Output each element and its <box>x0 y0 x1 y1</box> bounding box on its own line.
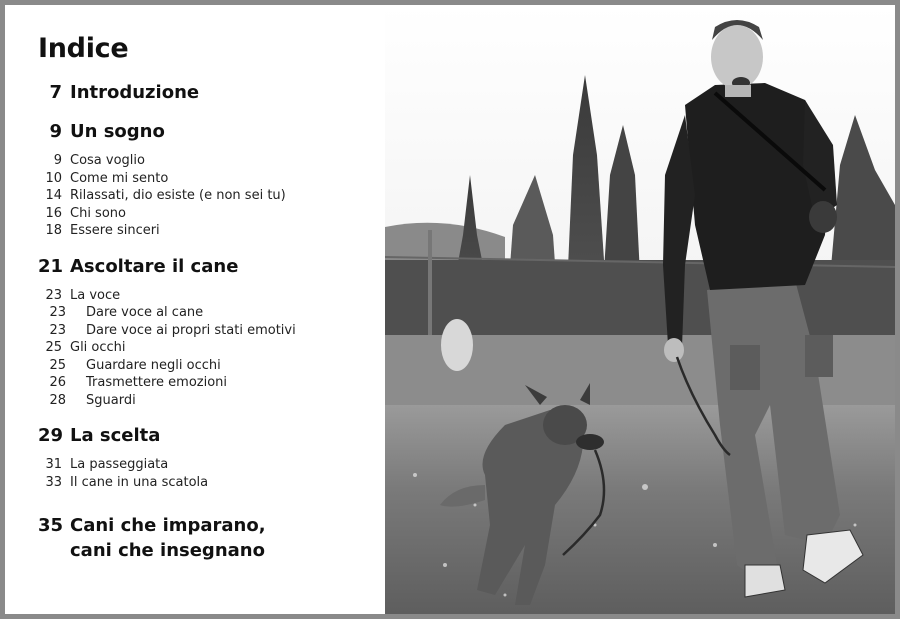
section-page-number: 25 <box>49 357 66 373</box>
subsection-entry[interactable] <box>38 304 383 322</box>
table-of-contents <box>38 35 383 563</box>
section-page-number: 26 <box>49 375 66 390</box>
photo-illustration <box>385 5 895 614</box>
section-title: Chi sono <box>70 205 126 221</box>
chapter-entry[interactable] <box>38 80 383 105</box>
section-title: Il cane in una scatola <box>70 474 209 490</box>
section-title: Sguardi <box>86 392 136 408</box>
chapter-page-number: 9 <box>49 121 62 142</box>
chapter-entry[interactable] <box>38 254 383 279</box>
section-page-number: 16 <box>45 205 62 221</box>
subsection-entry[interactable] <box>38 374 383 392</box>
chapter-page-number: 7 <box>49 82 62 103</box>
section-title: La voce <box>70 287 121 303</box>
section-page-number: 23 <box>49 322 66 338</box>
section-title: Rilassati, dio esiste (e non sei tu) <box>70 188 286 203</box>
section-page-number: 9 <box>53 153 62 168</box>
section-entry[interactable] <box>38 474 383 492</box>
section-page-number: 33 <box>45 474 62 490</box>
section-entry[interactable] <box>38 287 383 305</box>
section-page-number: 23 <box>45 287 62 303</box>
chapter-title <box>70 513 266 563</box>
section-list <box>38 152 383 240</box>
chapter-page-number: 21 <box>38 255 64 277</box>
section-page-number: 10 <box>45 170 62 186</box>
section-page-number: 28 <box>49 392 66 408</box>
section-title: Essere sinceri <box>70 223 160 238</box>
chapter-title: Introduzione <box>70 82 200 103</box>
book-page <box>5 5 895 614</box>
section-page-number: 18 <box>45 223 62 238</box>
section-page-number: 31 <box>45 457 62 472</box>
section-entry[interactable] <box>38 205 383 223</box>
section-entry[interactable] <box>38 339 383 357</box>
section-title: Come mi sento <box>70 170 169 186</box>
chapter-entry[interactable] <box>38 119 383 144</box>
chapter-page-number: 29 <box>38 425 64 446</box>
section-list <box>38 287 383 410</box>
section-title: Gli occhi <box>70 340 126 355</box>
section-list <box>38 456 383 491</box>
chapter-title: La scelta <box>70 425 161 446</box>
section-title: Dare voce ai propri stati emotivi <box>86 322 296 338</box>
section-entry[interactable] <box>38 170 383 188</box>
subsection-entry[interactable] <box>38 322 383 340</box>
section-entry[interactable] <box>38 187 383 205</box>
subsection-entry[interactable] <box>38 357 383 375</box>
section-title: Dare voce al cane <box>86 305 204 320</box>
section-title: Guardare negli occhi <box>86 357 221 373</box>
subsection-entry[interactable] <box>38 392 383 410</box>
chapter-title-line: Cani che imparano, <box>70 515 266 536</box>
chapter-title: Un sogno <box>70 121 165 142</box>
chapter-entry[interactable] <box>38 513 383 563</box>
section-page-number: 14 <box>45 188 62 203</box>
section-title: Trasmettere emozioni <box>86 375 228 390</box>
page-title: Indice <box>38 33 129 64</box>
chapter-title: Ascoltare il cane <box>70 255 239 277</box>
section-page-number: 25 <box>45 340 62 355</box>
section-title: La passeggiata <box>70 457 169 472</box>
section-entry[interactable] <box>38 152 383 170</box>
section-entry[interactable] <box>38 456 383 474</box>
chapter-photo <box>385 5 895 614</box>
chapter-page-number: 35 <box>38 515 64 536</box>
chapter-title-line: cani che insegnano <box>70 540 265 561</box>
section-entry[interactable] <box>38 222 383 240</box>
chapter-entry[interactable] <box>38 423 383 448</box>
section-title: Cosa voglio <box>70 153 145 168</box>
section-page-number: 23 <box>49 305 66 320</box>
